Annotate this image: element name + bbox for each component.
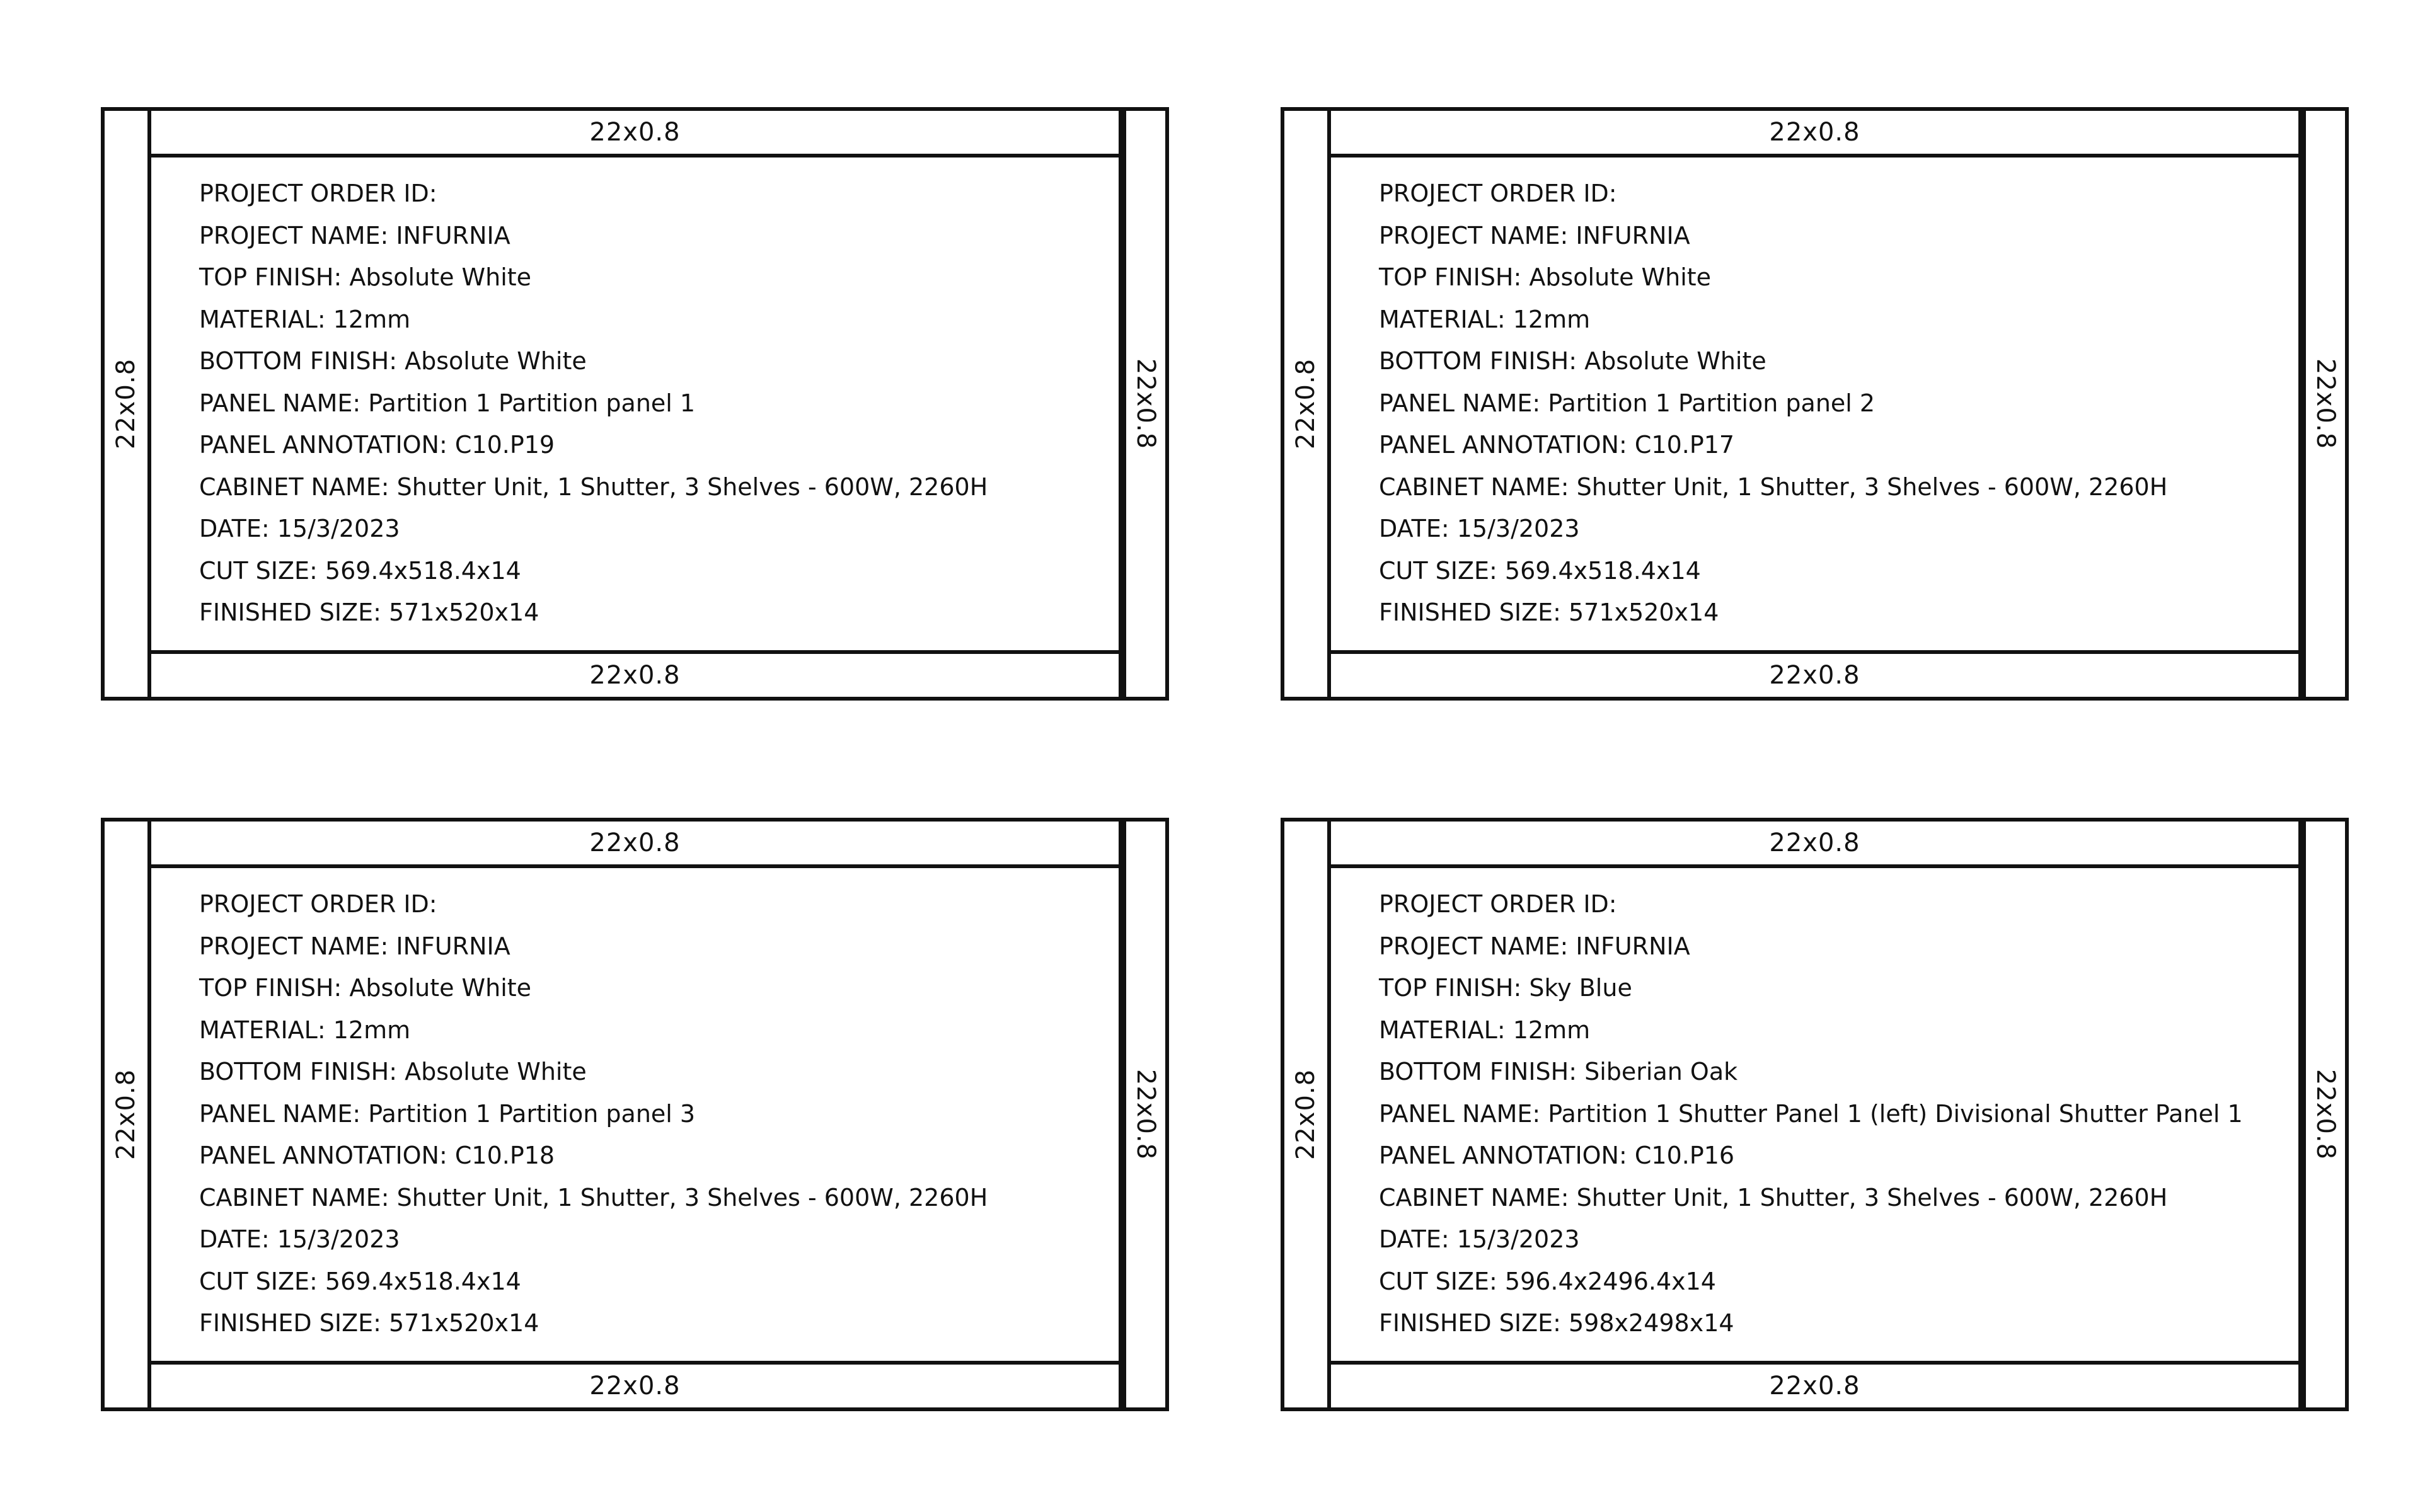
edge-band-left — [1284, 822, 1331, 1407]
edge-band-left — [1284, 111, 1331, 697]
project-name: PROJECT NAME: INFURNIA — [199, 221, 510, 249]
cabinet-name: CABINET NAME: Shutter Unit, 1 Shutter, 3 Shelves - 600W, 2260H — [199, 1183, 988, 1211]
material: MATERIAL: 12mm — [199, 1016, 411, 1044]
panel-annotation: PANEL ANNOTATION: C10.P19 — [199, 431, 555, 459]
panel-annotation: PANEL ANNOTATION: C10.P16 — [1379, 1142, 1735, 1169]
material: MATERIAL: 12mm — [1379, 305, 1591, 333]
project-order-id: PROJECT ORDER ID: — [1379, 890, 1617, 918]
date: DATE: 15/3/2023 — [1379, 515, 1580, 542]
top-finish: TOP FINISH: Absolute White — [199, 263, 532, 291]
panel-name: PANEL NAME: Partition 1 Partition panel 2 — [1379, 389, 1876, 417]
edge-band-top-label: 22x0.8 — [589, 118, 681, 147]
finished-size: FINISHED SIZE: 571x520x14 — [1379, 598, 1719, 626]
top-finish: TOP FINISH: Absolute White — [199, 974, 532, 1002]
edge-band-left — [105, 822, 151, 1407]
edge-band-bottom-label: 22x0.8 — [589, 661, 681, 690]
panel-name: PANEL NAME: Partition 1 Shutter Panel 1 (left) Divisional Shutter Panel 1 — [1379, 1099, 2243, 1128]
project-name: PROJECT NAME: INFURNIA — [1379, 932, 1690, 960]
panel-info-block — [199, 173, 1115, 634]
finished-size: FINISHED SIZE: 571x520x14 — [199, 598, 539, 626]
panel-name: PANEL NAME: Partition 1 Partition panel 1 — [199, 389, 696, 417]
edge-band-bottom-label: 22x0.8 — [1769, 1372, 1860, 1400]
panel-name: PANEL NAME: Partition 1 Partition panel 3 — [199, 1099, 696, 1128]
bottom-finish: BOTTOM FINISH: Absolute White — [199, 347, 587, 375]
bottom-finish: BOTTOM FINISH: Absolute White — [1379, 347, 1766, 375]
panel-info-block — [199, 883, 1115, 1344]
edge-band-left-label: 22x0.8 — [1291, 358, 1320, 450]
date: DATE: 15/3/2023 — [199, 1225, 400, 1253]
cabinet-name: CABINET NAME: Shutter Unit, 1 Shutter, 3 Shelves - 600W, 2260H — [1379, 472, 2168, 501]
project-order-id: PROJECT ORDER ID: — [199, 890, 437, 918]
edge-band-top — [151, 822, 1119, 868]
project-name: PROJECT NAME: INFURNIA — [199, 932, 510, 960]
edge-band-bottom-label: 22x0.8 — [589, 1372, 681, 1400]
project-order-id: PROJECT ORDER ID: — [199, 180, 437, 207]
edge-band-bottom — [151, 1361, 1119, 1407]
edge-band-top — [1331, 822, 2298, 868]
project-name: PROJECT NAME: INFURNIA — [1379, 221, 1690, 249]
cut-size: CUT SIZE: 596.4x2496.4x14 — [1379, 1267, 1716, 1295]
cabinet-name: CABINET NAME: Shutter Unit, 1 Shutter, 3 Shelves - 600W, 2260H — [199, 472, 988, 501]
panel-label-card-2 — [1281, 107, 2349, 701]
top-finish: TOP FINISH: Absolute White — [1379, 263, 1712, 291]
material: MATERIAL: 12mm — [1379, 1016, 1591, 1044]
date: DATE: 15/3/2023 — [199, 515, 400, 542]
edge-band-right — [1119, 111, 1165, 697]
edge-band-right-label: 22x0.8 — [2311, 358, 2340, 450]
panel-label-card-4 — [1281, 818, 2349, 1411]
edge-band-top — [1331, 111, 2298, 158]
edge-band-right — [1119, 822, 1165, 1407]
panel-label-card-3 — [101, 818, 1169, 1411]
edge-band-bottom — [151, 650, 1119, 697]
edge-band-bottom-label: 22x0.8 — [1769, 661, 1860, 690]
top-finish: TOP FINISH: Sky Blue — [1379, 974, 1632, 1002]
edge-band-top-label: 22x0.8 — [1769, 118, 1860, 147]
cut-size: CUT SIZE: 569.4x518.4x14 — [199, 1267, 521, 1295]
edge-band-top-label: 22x0.8 — [589, 828, 681, 857]
edge-band-right-label: 22x0.8 — [2311, 1068, 2340, 1160]
edge-band-right — [2298, 111, 2345, 697]
edge-band-bottom — [1331, 1361, 2298, 1407]
edge-band-right — [2298, 822, 2345, 1407]
date: DATE: 15/3/2023 — [1379, 1225, 1580, 1253]
panel-info-block — [1379, 883, 2295, 1344]
bottom-finish: BOTTOM FINISH: Absolute White — [199, 1058, 587, 1085]
edge-band-bottom — [1331, 650, 2298, 697]
panel-label-card-1 — [101, 107, 1169, 701]
edge-band-left — [105, 111, 151, 697]
finished-size: FINISHED SIZE: 571x520x14 — [199, 1309, 539, 1337]
material: MATERIAL: 12mm — [199, 305, 411, 333]
panel-annotation: PANEL ANNOTATION: C10.P17 — [1379, 431, 1735, 459]
edge-band-left-label: 22x0.8 — [1291, 1068, 1320, 1160]
cabinet-name: CABINET NAME: Shutter Unit, 1 Shutter, 3 Shelves - 600W, 2260H — [1379, 1183, 2168, 1211]
cut-size: CUT SIZE: 569.4x518.4x14 — [199, 556, 521, 585]
cut-size: CUT SIZE: 569.4x518.4x14 — [1379, 556, 1701, 585]
bottom-finish: BOTTOM FINISH: Siberian Oak — [1379, 1058, 1738, 1085]
panel-annotation: PANEL ANNOTATION: C10.P18 — [199, 1142, 555, 1169]
project-order-id: PROJECT ORDER ID: — [1379, 180, 1617, 207]
edge-band-right-label: 22x0.8 — [1131, 1068, 1160, 1160]
edge-band-right-label: 22x0.8 — [1131, 358, 1160, 450]
edge-band-top — [151, 111, 1119, 158]
edge-band-left-label: 22x0.8 — [112, 1068, 141, 1160]
edge-band-top-label: 22x0.8 — [1769, 828, 1860, 857]
finished-size: FINISHED SIZE: 598x2498x14 — [1379, 1309, 1734, 1337]
edge-band-left-label: 22x0.8 — [112, 358, 141, 450]
panel-info-block — [1379, 173, 2295, 634]
